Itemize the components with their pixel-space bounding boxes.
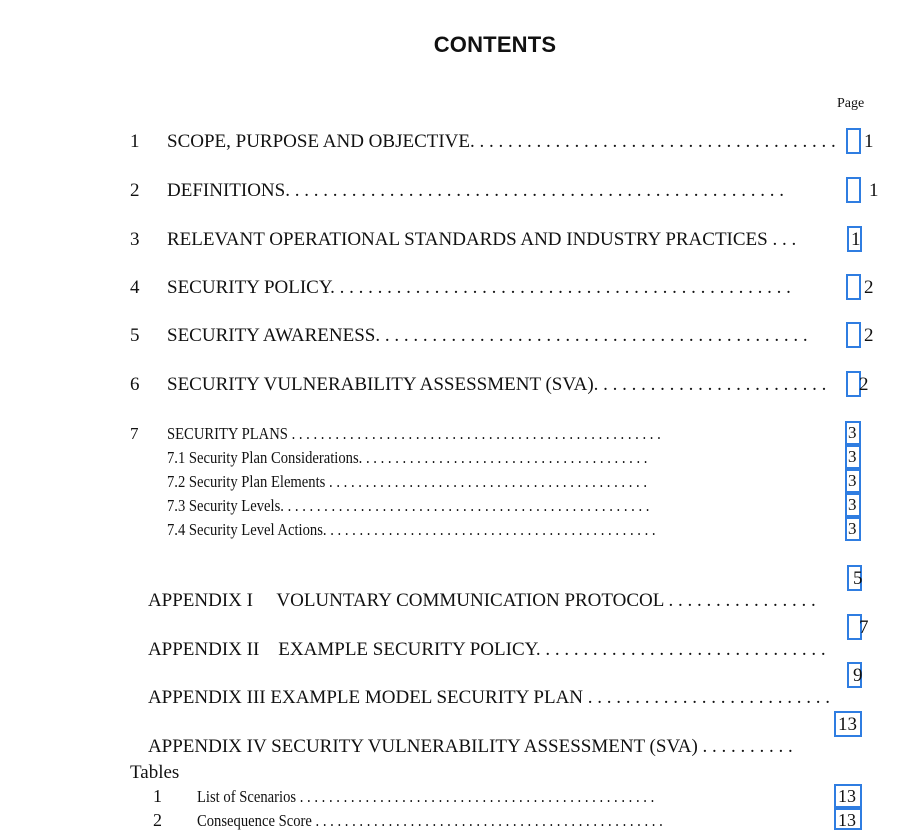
leader-dots: . . . . . . . . . . . . . . . . . . . . . . . . . . . . . . . . . . . . . . . . . . . . . . . . . . . <box>287 424 661 443</box>
page-number: 1 <box>864 131 874 152</box>
table-entry[interactable] <box>197 810 732 832</box>
leader-dots: . . . . . . . . . . <box>697 736 793 757</box>
leader-dots: . . . . . . . . . . . . . . . . . . . . . . . . . . . . . . . . . . . . . . . . . . . . . . . . . . . <box>280 496 650 515</box>
toc-entry-label: List of Scenarios <box>197 787 297 806</box>
toc-entry-label: SECURITY POLICY <box>167 277 331 298</box>
table-entry[interactable] <box>197 786 732 808</box>
page-number: 9 <box>853 665 863 686</box>
page-link-box[interactable] <box>846 177 861 203</box>
page-title: CONTENTS <box>433 32 557 57</box>
section-number: 1 <box>130 131 140 152</box>
leader-dots: . . . . . . . . . . . . . . . . . . . . . . . . . . . . . . . . . . . . . . . <box>470 131 836 152</box>
leader-dots: . . . <box>767 229 797 250</box>
toc-entry[interactable] <box>167 131 845 153</box>
toc-entry-label: SCOPE, PURPOSE AND OBJECTIVE <box>167 131 470 152</box>
toc-entry-label: SECURITY VULNERABILITY ASSESSMENT (SVA) <box>167 374 594 395</box>
page-number: 13 <box>838 786 856 806</box>
toc-entry-label: APPENDIX I VOLUNTARY COMMUNICATION PROTOCOL <box>147 590 664 611</box>
page-link-box[interactable] <box>846 274 861 300</box>
page-column-header: Page <box>837 96 865 111</box>
leader-dots: . . . . . . . . . . . . . . . . . . . . . . . . . . . . . . . . . . . . . . . . . . . . . . <box>375 325 808 346</box>
page-number: 1 <box>869 180 879 201</box>
page-link-box[interactable] <box>846 322 861 348</box>
leader-dots: . . . . . . . . . . . . . . . . . . . . . . . . . . . . . . . . . . . . . . . . . . . . . . . . . <box>330 277 791 298</box>
toc-entry-label: 7.2 Security Plan Elements <box>167 472 326 491</box>
toc-entry-label: RELEVANT OPERATIONAL STANDARDS AND INDUSTRY PRACTICES <box>167 229 768 250</box>
toc-entry[interactable] <box>167 277 845 299</box>
toc-entry[interactable] <box>130 714 834 780</box>
toc-entry-label: SECURITY PLANS <box>167 424 288 443</box>
toc-entry-label: 7.4 Security Level Actions <box>167 520 323 539</box>
toc-entry-label: APPENDIX III EXAMPLE MODEL SECURITY PLAN <box>147 687 584 708</box>
toc-entry-label: APPENDIX IV SECURITY VULNERABILITY ASSESSMENT (SVA) <box>147 736 698 757</box>
page-number: 3 <box>848 423 857 442</box>
section-number: 4 <box>130 277 140 298</box>
leader-dots: . . . . . . . . . . . . . . . . <box>663 590 816 611</box>
page-link-box[interactable] <box>846 128 861 154</box>
toc-entry-label: 7.1 Security Plan Considerations <box>167 448 359 467</box>
toc-entry-label: DEFINITIONS <box>167 180 286 201</box>
leader-dots: . . . . . . . . . . . . . . . . . . . . . . . . . . . . . . . . . . . . . . . . . . . . . . <box>322 520 656 539</box>
page-number: 1 <box>851 229 861 250</box>
page-number: 3 <box>848 447 857 466</box>
leader-dots: . . . . . . . . . . . . . . . . . . . . . . . . . . . . . . . . . . . . . . . . . . . . . . . . <box>311 811 663 830</box>
table-number: 1 <box>153 786 162 806</box>
toc-subentry[interactable] <box>167 423 726 445</box>
table-number: 2 <box>153 810 162 830</box>
toc-entry-label: 7.3 Security Levels <box>167 496 281 515</box>
page-number: 13 <box>838 810 856 830</box>
section-number: 6 <box>130 374 140 395</box>
leader-dots: . . . . . . . . . . . . . . . . . . . . . . . . . . . . . . . . . . . . . . . . <box>358 448 648 467</box>
page-number: 13 <box>838 714 857 735</box>
leader-dots: . . . . . . . . . . . . . . . . . . . . . . . . . . . . . . . . . . . . . . . . . . . . . . . . . <box>296 787 655 806</box>
toc-subentry[interactable] <box>167 471 747 493</box>
page-number: 2 <box>864 277 874 298</box>
leader-dots: . . . . . . . . . . . . . . . . . . . . . . . . . <box>593 374 827 395</box>
toc-entry[interactable] <box>167 229 847 251</box>
section-number: 7 <box>130 424 139 443</box>
section-number: 5 <box>130 325 140 346</box>
toc-subentry[interactable] <box>167 519 741 541</box>
toc-entry-label: SECURITY AWARENESS <box>167 325 376 346</box>
tables-heading: Tables <box>130 762 180 783</box>
toc-entry[interactable] <box>167 325 845 347</box>
page-number: 7 <box>859 617 869 638</box>
toc-entry[interactable] <box>167 374 846 396</box>
toc-entry-label: APPENDIX II EXAMPLE SECURITY POLICY <box>147 639 536 660</box>
leader-dots: . . . . . . . . . . . . . . . . . . . . . . . . . . . . . . . . . . . . . . . . . . . . <box>325 472 648 491</box>
leader-dots: . . . . . . . . . . . . . . . . . . . . . . . . . . <box>583 687 831 708</box>
page-number: 2 <box>864 325 874 346</box>
page-number: 3 <box>848 471 857 490</box>
page-number: 2 <box>859 374 869 395</box>
toc-subentry[interactable] <box>167 495 738 517</box>
leader-dots: . . . . . . . . . . . . . . . . . . . . . . . . . . . . . . . <box>535 639 826 660</box>
leader-dots: . . . . . . . . . . . . . . . . . . . . . . . . . . . . . . . . . . . . . . . . . . . . . . . . . . . . . <box>285 180 784 201</box>
page-number: 5 <box>853 568 863 589</box>
section-number: 3 <box>130 229 140 250</box>
toc-entry[interactable] <box>167 180 845 202</box>
toc-entry-label: Consequence Score <box>197 811 312 830</box>
section-number: 2 <box>130 180 140 201</box>
page-number: 3 <box>848 519 857 538</box>
page-number: 3 <box>848 495 857 514</box>
toc-subentry[interactable] <box>167 447 747 469</box>
